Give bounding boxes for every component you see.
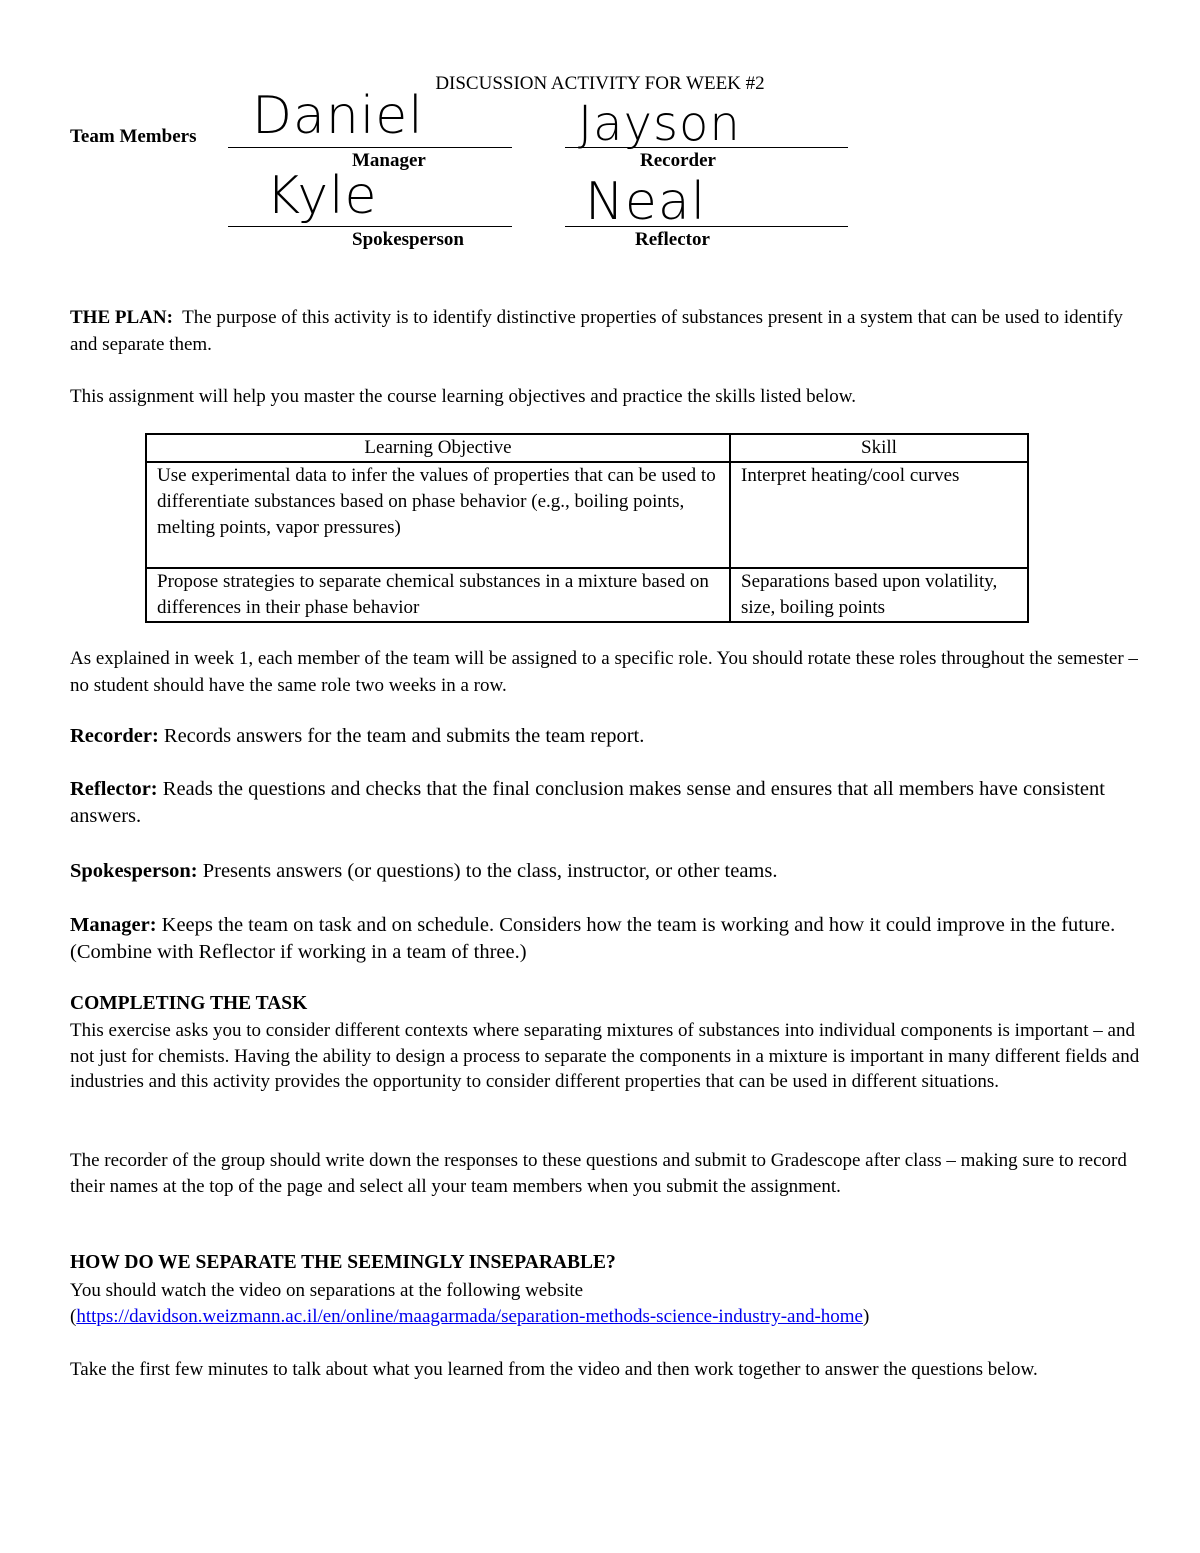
signature-recorder: Jayson: [578, 96, 741, 152]
signature-spokesperson: Kyle: [266, 166, 378, 226]
manager-line: [228, 147, 512, 148]
video-link[interactable]: https://davidson.weizmann.ac.il/en/online/maagarmada/separation-methods-science-industry-and-home: [76, 1306, 863, 1327]
role-recorder-label: Recorder:: [70, 725, 159, 747]
plan-paragraph: [70, 305, 1140, 358]
separate-heading: HOW DO WE SEPARATE THE SEEMINGLY INSEPARABLE?: [70, 1252, 616, 1273]
link-close-paren: ): [863, 1306, 870, 1327]
table-row: [146, 462, 1028, 568]
objective-cell: Use experimental data to infer the values of properties that can be used to differentiate substances based on phase behavior (e.g., boiling points, melting points, vapor pressures): [146, 462, 730, 568]
role-recorder-text: Records answers for the team and submits the team report.: [163, 725, 645, 747]
role-label-reflector: Reflector: [635, 229, 710, 250]
role-recorder: [70, 723, 1130, 750]
role-label-manager: Manager: [352, 150, 426, 171]
skill-cell: Separations based upon volatility, size, boiling points: [730, 568, 1028, 622]
role-manager-label: Manager:: [70, 914, 157, 936]
role-reflector-label: Reflector:: [70, 778, 158, 800]
team-members-label: Team Members: [70, 126, 197, 147]
completing-heading: COMPLETING THE TASK: [70, 993, 308, 1014]
table-row: [146, 568, 1028, 622]
role-label-recorder: Recorder: [640, 150, 716, 171]
role-manager-text: Keeps the team on task and on schedule. Considers how the team is working and how it could improve in the future. (Combine with Reflector if working in a team of three.): [70, 914, 1116, 963]
skill-cell: Interpret heating/cool curves: [730, 462, 1028, 568]
page-title: DISCUSSION ACTIVITY FOR WEEK #2: [435, 73, 765, 94]
plan-text: The purpose of this activity is to identify distinctive properties of substances present in a system that can be used to identify and separate them.: [70, 307, 1123, 355]
video-link-line: [70, 1304, 1140, 1331]
role-spokesperson: [70, 858, 1130, 885]
completing-paragraph-1: This exercise asks you to consider different contexts where separating mixtures of substances into individual components is important – and not just for chemists. Having the ability to design a process to separate the components in a mixture is important in many different fields and industries and this activity provides the opportunity to consider different properties that can be used in different situations.: [70, 1020, 1140, 1093]
role-label-spokesperson: Spokesperson: [352, 229, 464, 250]
final-instructions: Take the first few minutes to talk about what you learned from the video and then work together to answer the questions below.: [70, 1359, 1038, 1380]
completing-paragraph-2: The recorder of the group should write down the responses to these questions and submit to Gradescope after class – making sure to record their names at the top of the page and select all your team members when you submit the assignment.: [70, 1150, 1127, 1197]
role-reflector: [70, 776, 1130, 830]
signature-manager: Daniel: [252, 86, 424, 146]
role-manager: [70, 912, 1130, 966]
objectives-intro: This assignment will help you master the course learning objectives and practice the skills listed below.: [70, 386, 857, 407]
objectives-table: [145, 433, 1029, 623]
header-learning-objective: Learning Objective: [146, 434, 730, 462]
plan-label: THE PLAN:: [70, 307, 173, 328]
link-open-paren: (: [70, 1306, 77, 1327]
roles-intro: As explained in week 1, each member of the team will be assigned to a specific role. You should rotate these roles throughout the semester – no student should have the same role two weeks in a row.: [70, 648, 1138, 696]
video-instructions: You should watch the video on separations at the following website: [70, 1280, 584, 1301]
objective-cell: Propose strategies to separate chemical substances in a mixture based on differences in their phase behavior: [146, 568, 730, 622]
table-header-row: [146, 434, 1028, 462]
spokesperson-line: [228, 226, 512, 227]
header-skill: Skill: [730, 434, 1028, 462]
role-reflector-text: Reads the questions and checks that the final conclusion makes sense and ensures that all members have consistent answers.: [70, 778, 1105, 827]
signature-reflector: Neal: [585, 172, 707, 232]
role-spokesperson-label: Spokesperson:: [70, 860, 198, 882]
role-spokesperson-text: Presents answers (or questions) to the class, instructor, or other teams.: [202, 860, 778, 882]
recorder-line: [565, 147, 848, 148]
reflector-line: [565, 226, 848, 227]
